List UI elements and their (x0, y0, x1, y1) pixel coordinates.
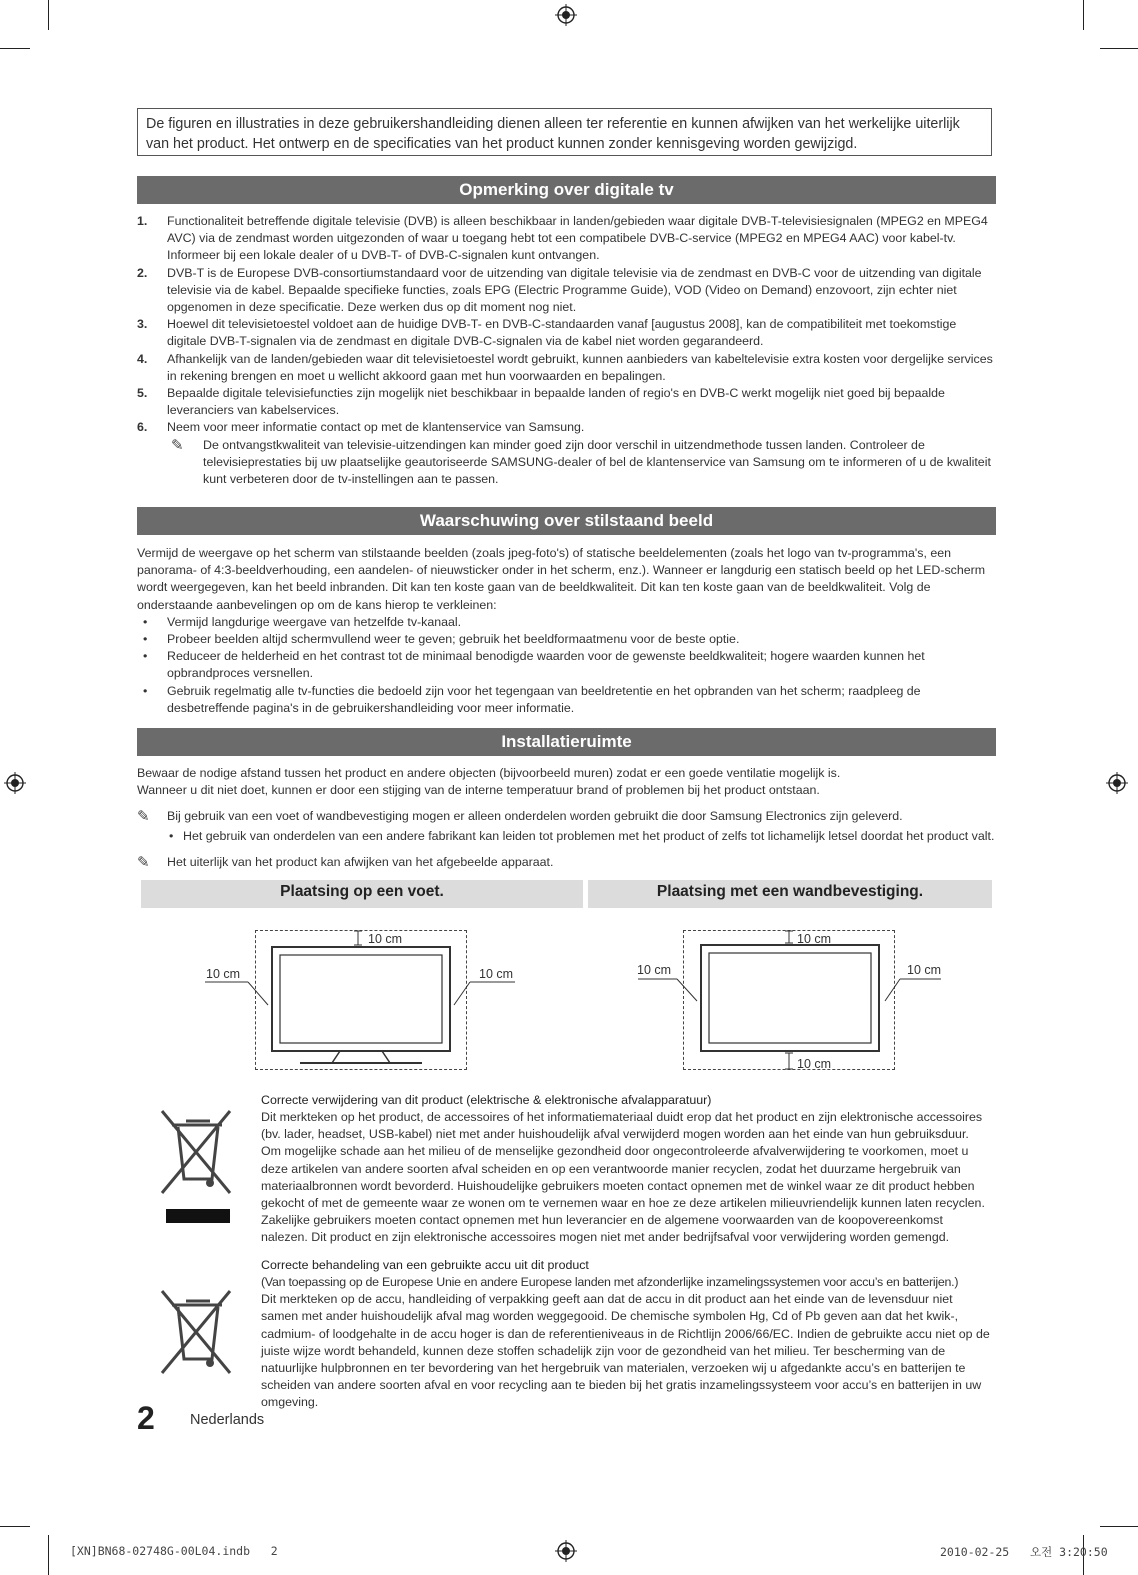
weee-title: Correcte verwijdering van dit product (elektrische & elektronische afvalapparatuur) (261, 1093, 712, 1107)
crossed-bin-icon (158, 1285, 234, 1385)
digital-tv-list (137, 213, 997, 488)
bullet-item: • Reduceer de helderheid en het contrast tot de minimaal benodigde waarden voor de gewenste beeldkwaliteit; hogere waarden kunnen het opbrandproces versnellen. (143, 649, 925, 681)
note: ✎ De ontvangstkwaliteit van televisie-uitzendingen kan minder goed zijn door verschil in uitzendmethode tussen landen. Controleer de televisieprestaties bij uw plaatselijke geautoriseerde SAMSUNG-dealer of bel de klantenservice van Samsung om te informeren of u de kwaliteit kunt verbeteren door de tv-instellingen aan te passen. (171, 436, 991, 487)
crossed-bin-icon (158, 1105, 234, 1225)
stand-clearance-diagram (200, 925, 530, 1075)
crop-mark (48, 1535, 49, 1575)
battery-title: Correcte behandeling van een gebruikte accu uit dit product (261, 1258, 589, 1272)
crop-mark (0, 1526, 30, 1527)
list-item: 2. DVB-T is de Europese DVB-consortiumstandaard voor de uitzending van digitale televisie via de zendmast en DVB-C voor de uitzending van digitale televisie via de kabel. Bepaalde specifieke functies, zoals EPG (Electric Programme Guide), VOD (Video on Demand) enzovoort, zijn echter niet opgenomen in deze specificatie. Deze werken dus op dit moment nog niet. (137, 265, 982, 315)
wall-mount-placement-heading: Plaatsing met een wandbevestiging. (588, 880, 992, 908)
still-image-text (137, 545, 997, 717)
right-distance-label: 10 cm (479, 967, 514, 981)
installation-notes (137, 808, 997, 872)
bullet-item: • Probeer beelden altijd schermvullend weer te geven; gebruik het beeldformaatmenu voor de beste optie. (143, 632, 740, 647)
bottom-distance-label: 10 cm (797, 1057, 832, 1071)
registration-mark-icon (555, 1540, 577, 1562)
list-item: 4. Afhankelijk van de landen/gebieden waar dit televisietoestel wordt gebruikt, kunnen aanbieders van kabeltelevisie extra kosten voor dergelijke services in rekening brengen en moet u wellicht akkoord gaan met hun voorwaarden en bepalingen. (137, 351, 993, 383)
crop-mark (1083, 0, 1084, 30)
registration-mark-icon (4, 772, 26, 794)
pencil-note-icon: ✎ (137, 808, 150, 825)
tv-on-stand-icon (200, 925, 530, 1075)
pencil-note-icon: ✎ (137, 854, 150, 872)
wall-mount-clearance-diagram (635, 925, 945, 1075)
wall-mounted-tv-icon (635, 925, 945, 1075)
left-distance-label: 10 cm (637, 963, 672, 977)
top-distance-label: 10 cm (368, 932, 403, 946)
page-number: 2 (137, 1400, 155, 1436)
note: ✎ Bij gebruik van een voet of wandbevestiging mogen er alleen onderdelen worden gebruikt die door Samsung Electronics zijn geleverd. (137, 808, 903, 825)
bullet-item: • Gebruik regelmatig alle tv-functies die bedoeld zijn voor het tegengaan van beeldretentie en het opbranden van het scherm; raadpleeg de desbetreffende pagina's in de gebruikershandleiding voor meer informatie. (143, 683, 921, 715)
section-heading-still-image: Waarschuwing over stilstaand beeld (137, 507, 996, 535)
registration-mark-icon (555, 4, 577, 26)
crop-mark (48, 0, 49, 30)
paragraph: Vermijd de weergave op het scherm van stilstaande beelden (zoals jpeg-foto's) of statische beeldelementen (zoals het logo van tv-programma's, een panorama- of 4:3-beeldverhouding, een aandelen- of nieuwsticker onder in het scherm, enz.). Wanneer er langdurig een statisch beeld op het LED-scherm wordt weergegeven, kan het beeld inbranden. Dit kan ten koste gaan van de beeldkwaliteit. Dit kan ten koste gaan van de beeldkwaliteit. Volg de onderstaande aanbevelingen op om de kans hierop te verkleinen: (137, 546, 986, 612)
section-heading-digital-tv: Opmerking over digitale tv (137, 176, 996, 204)
page-language: Nederlands (190, 1412, 265, 1428)
battery-text: Dit merkteken op de accu, handleiding of verpakking geeft aan dat de accu in dit product aan het einde van de levensduur niet samen met ander huishoudelijk afval mag worden weggegooid. De chemische symbolen Hg, Cd of Pb geven aan dat het kwik-, cadmium- of loodgehalte in de accu hoger is dan de referentieniveaus in de Richtlijn 2006/66/EC. Indien de gebruikte accu niet op de juiste wijze wordt behandeld, kunnen deze stoffen schadelijk zijn voor de gezondheid van het milieu. Ter bescherming van de natuurlijke hulpbronnen en ter bevordering van het hergebruik van materialen, verzoeken wij u afgedankte accu’s en batterijen te scheiden van andere soorten afval en voor recycling aan te bieden bij het gratis inzamelingssysteem voor accu’s en batterijen in uw omgeving. (261, 1292, 990, 1410)
footer-file-name: [XN]BN68-02748G-00L04.indb 2 (70, 1544, 278, 1558)
crop-mark (0, 48, 30, 49)
list-item: 3. Hoewel dit televisietoestel voldoet aan de huidige DVB-T- en DVB-C-standaarden vanaf [augustus 2008], kan de compatibiliteit met toekomstige digitale DVB-T-signalen via de zendmast en digitale DVB-C-signalen via de kabel niet worden gegarandeerd. (137, 317, 957, 349)
right-distance-label: 10 cm (907, 963, 942, 977)
note: ✎ Het uiterlijk van het product kan afwijken van het afgebeelde apparaat. (137, 854, 554, 872)
bullet-item: • Vermijd langdurige weergave van hetzelfde tv-kanaal. (143, 614, 462, 629)
registration-mark-icon (1106, 772, 1128, 794)
weee-text: Dit merkteken op het product, de accessoires of het informatiemateriaal duidt erop dat het product en zijn elektronische accessoires (bv. lader, headset, USB-kabel) niet met ander huishoudelijk afval verwijderd mogen worden aan het einde van hun gebruiksduur. Om mogelijke schade aan het milieu of de menselijke gezondheid door ongecontroleerde afvalverwijdering te voorkomen, moet u deze artikelen van andere soorten afval scheiden en op een verantwoorde manier recyclen, zodat het duurzame hergebruik van materiaalbronnen wordt bevorderd. Huishoudelijke gebruikers moeten contact opnemen met de winkel waar ze dit product hebben gekocht of met de gemeente waar ze wonen om te vernemen waar en hoe ze deze artikelen milieuvriendelijk kunnen laten recyclen. Zakelijke gebruikers moeten contact opnemen met hun leverancier en de algemene voorwaarden van de koopovereenkomst nalezen. Dit product en zijn elektronische accessoires mogen niet met ander bedrijfsafval voor verwijdering worden gemengd. (261, 1110, 985, 1245)
pencil-note-icon: ✎ (171, 436, 184, 454)
paragraph: Bewaar de nodige afstand tussen het product en andere objecten (bijvoorbeeld muren) zodat er een goede ventilatie mogelijk is. (137, 766, 841, 780)
footer-timestamp: 2010-02-25 오전 3:20:50 (940, 1545, 1108, 1559)
disclaimer-box: De figuren en illustraties in deze gebruikershandleiding dienen alleen ter referentie en kunnen afwijken van het werkelijke uiterlijk van het product. Het ontwerp en de specificaties van het product kunnen zonder kennisgeving worden gewijzigd. (137, 108, 992, 156)
top-distance-label: 10 cm (797, 932, 832, 946)
installation-text (137, 765, 997, 799)
stand-placement-heading: Plaatsing op een voet. (141, 880, 583, 908)
weee-section (261, 1092, 991, 1247)
left-distance-label: 10 cm (206, 967, 241, 981)
battery-section (261, 1257, 991, 1412)
bullet-item: • Het gebruik van onderdelen van een andere fabrikant kan leiden tot problemen met het product of zelfs tot lichamelijk letsel doordat het product valt. (169, 829, 995, 844)
battery-subtitle: (Van toepassing op de Europese Unie en andere Europese landen met afzonderlijke inzamelingssystemen voor accu’s en batterijen.) (261, 1275, 959, 1289)
list-item: 1. Functionaliteit betreffende digitale televisie (DVB) is alleen beschikbaar in landen/gebieden waar digitale DVB-T-televisiesignalen (MPEG2 en MPEG4 AVC) via de zendmast worden uitgezonden of waar u toegang hebt tot een compatibele DVB-C-service (MPEG2 en MPEG4 AAC) voor kabel-tv. Informeer bij een lokale dealer of u DVB-T- of DVB-C-signalen kunt ontvangen. (137, 214, 988, 263)
section-heading-installation: Installatieruimte (137, 728, 996, 756)
list-item: 6. Neem voor meer informatie contact op met de klantenservice van Samsung. (137, 420, 585, 435)
crop-mark (1100, 1526, 1138, 1527)
paragraph: Wanneer u dit niet doet, kunnen er door een stijging van de interne temperatuur brand of problemen bij het product ontstaan. (137, 783, 820, 798)
list-item: 5. Bepaalde digitale televisiefuncties zijn mogelijk niet beschikbaar in bepaalde landen of regio's en DVB-C werkt mogelijk niet goed bij bepaalde leveranciers van kabelservices. (137, 386, 945, 418)
crop-mark (1100, 48, 1138, 49)
